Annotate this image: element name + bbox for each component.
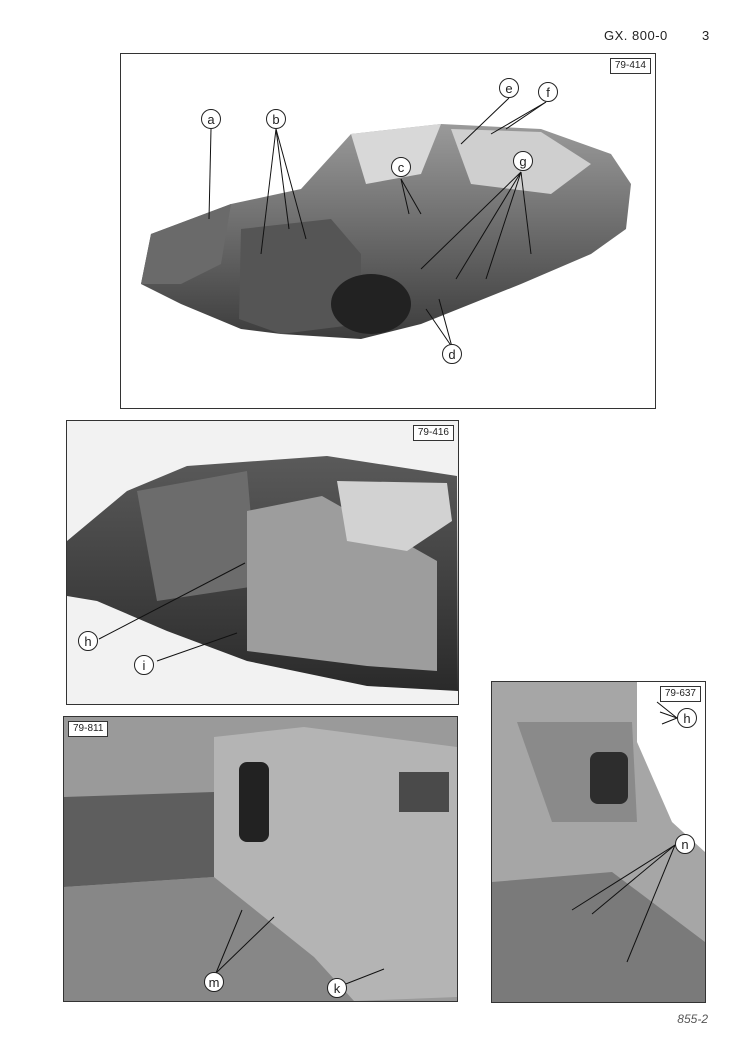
- trunk-floor-photo: [64, 717, 457, 1001]
- callout-k: k: [327, 978, 347, 998]
- figure-79-414: [120, 53, 656, 409]
- figure-ref-label: 79-414: [610, 58, 651, 74]
- callout-g: g: [513, 151, 533, 171]
- callout-n: n: [675, 834, 695, 854]
- callout-a: a: [201, 109, 221, 129]
- figure-ref-label: 79-811: [68, 721, 108, 737]
- figure-79-637: [491, 681, 706, 1003]
- car-body-shell-photo: [121, 54, 655, 408]
- callout-e: e: [499, 78, 519, 98]
- figure-ref-label: 79-416: [413, 425, 454, 441]
- figure-79-811: [63, 716, 458, 1002]
- figure-79-416: [66, 420, 459, 705]
- figure-ref-label: 79-637: [660, 686, 701, 702]
- footer-code: 855-2: [677, 1012, 708, 1026]
- callout-m: m: [204, 972, 224, 992]
- callout-i: i: [134, 655, 154, 675]
- callout-f: f: [538, 82, 558, 102]
- doc-code: GX. 800-0: [604, 28, 668, 43]
- callout-h: h: [78, 631, 98, 651]
- page-number: 3: [702, 28, 710, 43]
- callout-c: c: [391, 157, 411, 177]
- rear-pillar-photo: [492, 682, 705, 1002]
- car-side-shell-photo: [67, 421, 458, 704]
- callout-b: b: [266, 109, 286, 129]
- callout-d: d: [442, 344, 462, 364]
- callout-h: h: [677, 708, 697, 728]
